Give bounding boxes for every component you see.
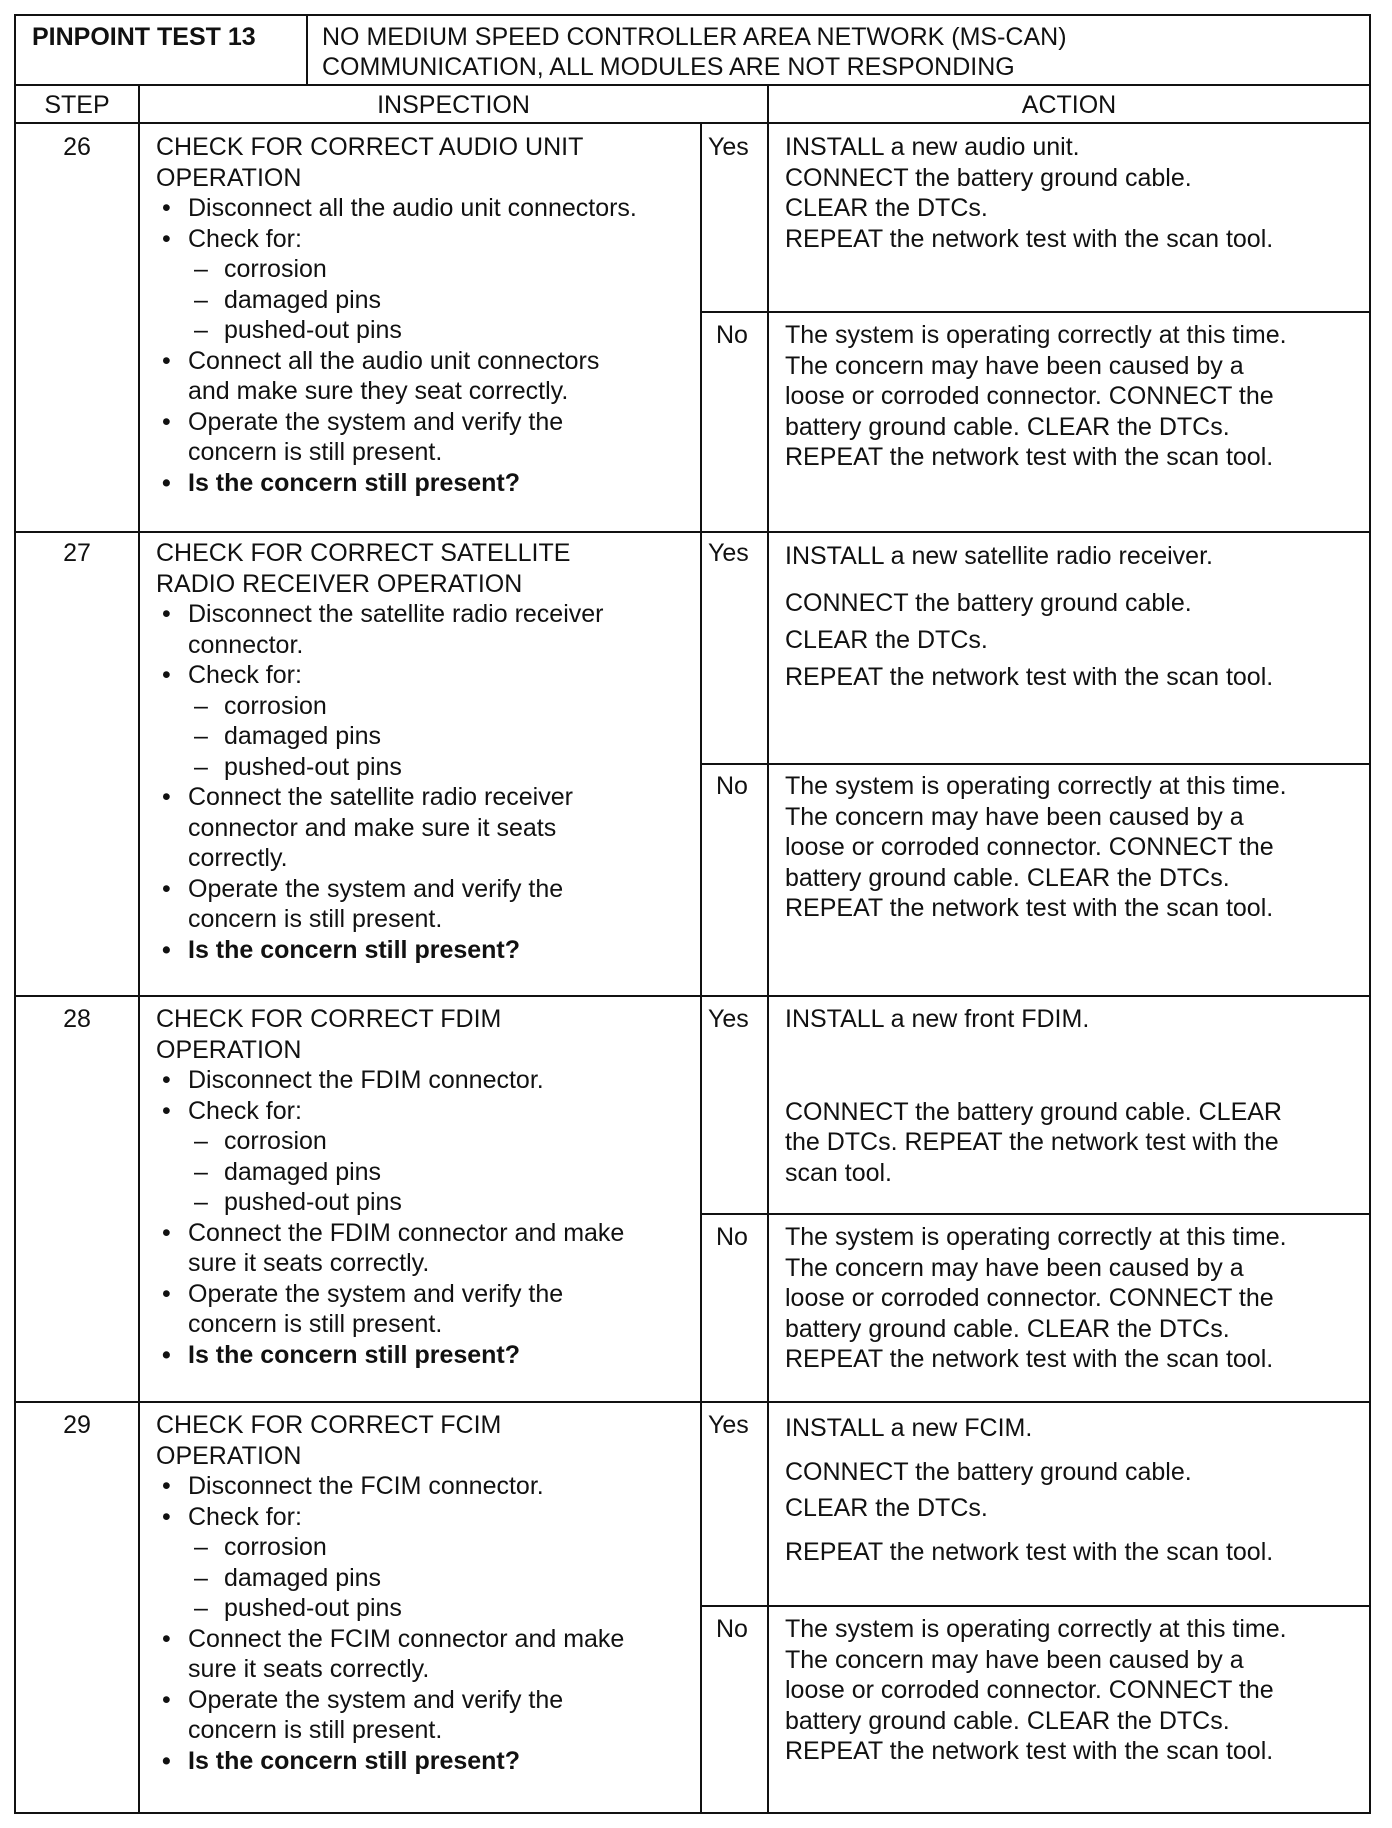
step-27-divider	[14, 995, 1371, 997]
inspection-item: • Connect the FCIM connector and make	[156, 1624, 624, 1655]
inspection-item: • Check for:	[156, 1502, 624, 1533]
step-28-inspection	[156, 1004, 624, 1370]
inspection-action-divider	[767, 84, 769, 1814]
step-number: 27	[63, 539, 91, 567]
column-header-action: ACTION	[1021, 91, 1117, 119]
inspection-item: • Connect all the audio unit connectors	[156, 346, 637, 377]
yes-action	[785, 1004, 1282, 1188]
inspection-item-continued: correctly.	[188, 844, 288, 872]
inspection-item-continued: sure it seats correctly.	[188, 1655, 430, 1683]
check-heading: OPERATION	[156, 1035, 302, 1064]
column-header-inspection: INSPECTION	[377, 91, 530, 119]
action-line: loose or corroded connector. CONNECT the	[785, 833, 1274, 861]
inspection-item-continued: concern is still present.	[188, 1716, 443, 1744]
action-line: loose or corroded connector. CONNECT the	[785, 1284, 1274, 1312]
action-line: REPEAT the network test with the scan tool.	[785, 1737, 1274, 1765]
step-26-inspection	[156, 132, 637, 498]
inspection-item: • Check for:	[156, 660, 603, 691]
inspection-item: • Disconnect all the audio unit connectors.	[156, 193, 637, 224]
inspection-item-continued: concern is still present.	[188, 1310, 443, 1338]
inspection-item: • Disconnect the satellite radio receiver	[156, 599, 603, 630]
inspection-question: • Is the concern still present?	[156, 468, 637, 499]
step-27-inspection	[156, 538, 603, 965]
action-line: The concern may have been caused by a	[785, 1253, 1244, 1282]
inspection-item: • Check for:	[156, 1096, 624, 1127]
column-header-step: STEP	[44, 91, 110, 119]
step-29-yes-no-divider	[700, 1605, 1371, 1607]
action-line: REPEAT the network test with the scan tool.	[785, 224, 1274, 253]
inspection-subitem: – damaged pins	[156, 1157, 624, 1188]
action-line: INSTALL a new audio unit.	[785, 133, 1080, 161]
header-title-divider	[306, 14, 308, 86]
inspection-item-continued: sure it seats correctly.	[188, 1249, 430, 1277]
header-divider	[14, 84, 1371, 86]
inspection-item-continued: concern is still present.	[188, 438, 443, 466]
action-line: The concern may have been caused by a	[785, 802, 1244, 831]
inspection-subitem: – corrosion	[156, 1532, 624, 1563]
inspection-subitem: – corrosion	[156, 691, 603, 722]
action-line: CONNECT the battery ground cable.	[785, 1458, 1192, 1486]
inspection-subitem: – damaged pins	[156, 1563, 624, 1594]
check-heading: CHECK FOR CORRECT FDIM	[156, 1005, 502, 1033]
action-line: CLEAR the DTCs.	[785, 194, 988, 222]
inspection-subitem: – pushed-out pins	[156, 315, 637, 346]
step-number: 29	[63, 1411, 91, 1439]
inspection-subitem: – pushed-out pins	[156, 1593, 624, 1624]
yes-label: Yes	[708, 1005, 749, 1033]
check-heading: CHECK FOR CORRECT AUDIO UNIT	[156, 133, 584, 161]
test-description-line-1: NO MEDIUM SPEED CONTROLLER AREA NETWORK (MS-CAN)	[322, 23, 1067, 51]
yes-label: Yes	[708, 1411, 749, 1439]
column-header-divider	[14, 122, 1371, 124]
yes-action	[785, 1410, 1273, 1570]
inspection-item: • Operate the system and verify the	[156, 1685, 624, 1716]
action-line: CONNECT the battery ground cable. CLEAR	[785, 1097, 1282, 1126]
inspection-item-continued: concern is still present.	[188, 905, 443, 933]
no-action	[785, 1222, 1287, 1375]
check-heading: RADIO RECEIVER OPERATION	[156, 569, 523, 598]
action-line: The system is operating correctly at this time.	[785, 1615, 1287, 1643]
action-line: battery ground cable. CLEAR the DTCs.	[785, 863, 1230, 892]
yes-label: Yes	[708, 133, 749, 161]
action-line: REPEAT the network test with the scan tool.	[785, 1345, 1274, 1373]
inspection-question: • Is the concern still present?	[156, 935, 603, 966]
inspection-question: • Is the concern still present?	[156, 1746, 624, 1777]
inspection-item: • Operate the system and verify the	[156, 1279, 624, 1310]
action-line: The system is operating correctly at this time.	[785, 321, 1287, 349]
inspection-item-continued: and make sure they seat correctly.	[188, 377, 569, 405]
inspection-item: • Operate the system and verify the	[156, 407, 637, 438]
no-label: No	[716, 772, 748, 800]
inspection-item-continued: connector.	[188, 630, 304, 659]
action-line: The concern may have been caused by a	[785, 351, 1244, 380]
inspection-subitem: – corrosion	[156, 1126, 624, 1157]
yes-action	[785, 132, 1273, 254]
action-line: loose or corroded connector. CONNECT the	[785, 382, 1274, 410]
action-line: REPEAT the network test with the scan tool.	[785, 663, 1274, 691]
action-line: the DTCs. REPEAT the network test with the	[785, 1128, 1279, 1156]
inspection-item: • Connect the FDIM connector and make	[156, 1218, 624, 1249]
yes-label: Yes	[708, 539, 749, 567]
inspection-subitem: – pushed-out pins	[156, 1187, 624, 1218]
inspection-item: • Operate the system and verify the	[156, 874, 603, 905]
action-line: loose or corroded connector. CONNECT the	[785, 1676, 1274, 1704]
step-28-divider	[14, 1401, 1371, 1403]
no-label: No	[716, 1223, 748, 1251]
step-27-yes-no-divider	[700, 763, 1371, 765]
check-heading: OPERATION	[156, 163, 302, 192]
step-number: 28	[63, 1005, 91, 1033]
action-line: CLEAR the DTCs.	[785, 1494, 988, 1522]
no-action	[785, 320, 1287, 473]
no-action	[785, 1614, 1287, 1767]
action-line: REPEAT the network test with the scan tool.	[785, 443, 1274, 471]
check-heading: CHECK FOR CORRECT FCIM	[156, 1411, 502, 1439]
no-label: No	[716, 1615, 748, 1643]
check-heading: CHECK FOR CORRECT SATELLITE	[156, 539, 571, 567]
action-line: INSTALL a new satellite radio receiver.	[785, 542, 1213, 570]
yes-no-column-divider	[700, 122, 702, 1814]
inspection-item: • Disconnect the FCIM connector.	[156, 1471, 624, 1502]
inspection-subitem: – pushed-out pins	[156, 752, 603, 783]
action-line: The system is operating correctly at this time.	[785, 1223, 1287, 1251]
test-title: PINPOINT TEST 13	[32, 23, 256, 51]
action-line: battery ground cable. CLEAR the DTCs.	[785, 1706, 1230, 1735]
action-line: INSTALL a new front FDIM.	[785, 1005, 1090, 1033]
action-line: CONNECT the battery ground cable.	[785, 163, 1192, 192]
no-action	[785, 771, 1287, 924]
no-label: No	[716, 321, 748, 349]
check-heading: OPERATION	[156, 1441, 302, 1470]
test-description-line-2: COMMUNICATION, ALL MODULES ARE NOT RESPONDING	[322, 53, 1015, 81]
inspection-item: • Connect the satellite radio receiver	[156, 782, 603, 813]
step-number: 26	[63, 133, 91, 161]
inspection-item: • Check for:	[156, 224, 637, 255]
action-line: battery ground cable. CLEAR the DTCs.	[785, 412, 1230, 441]
step-28-yes-no-divider	[700, 1213, 1371, 1215]
action-line: scan tool.	[785, 1158, 893, 1187]
step-26-yes-no-divider	[700, 311, 1371, 313]
step-29-inspection	[156, 1410, 624, 1776]
inspection-item: • Disconnect the FDIM connector.	[156, 1065, 624, 1096]
inspection-question: • Is the concern still present?	[156, 1340, 624, 1371]
inspection-subitem: – damaged pins	[156, 721, 603, 752]
action-line: The concern may have been caused by a	[785, 1645, 1244, 1674]
action-line: CONNECT the battery ground cable.	[785, 589, 1192, 617]
step-26-divider	[14, 531, 1371, 533]
yes-action	[785, 538, 1273, 696]
action-line: INSTALL a new FCIM.	[785, 1414, 1033, 1442]
inspection-item-continued: connector and make sure it seats	[188, 813, 557, 842]
action-line: CLEAR the DTCs.	[785, 626, 988, 654]
step-column-divider	[138, 84, 140, 1814]
action-line: REPEAT the network test with the scan tool.	[785, 894, 1274, 922]
action-line: battery ground cable. CLEAR the DTCs.	[785, 1314, 1230, 1343]
inspection-subitem: – corrosion	[156, 254, 637, 285]
action-line: REPEAT the network test with the scan tool.	[785, 1538, 1274, 1566]
action-line: The system is operating correctly at this time.	[785, 772, 1287, 800]
inspection-subitem: – damaged pins	[156, 285, 637, 316]
